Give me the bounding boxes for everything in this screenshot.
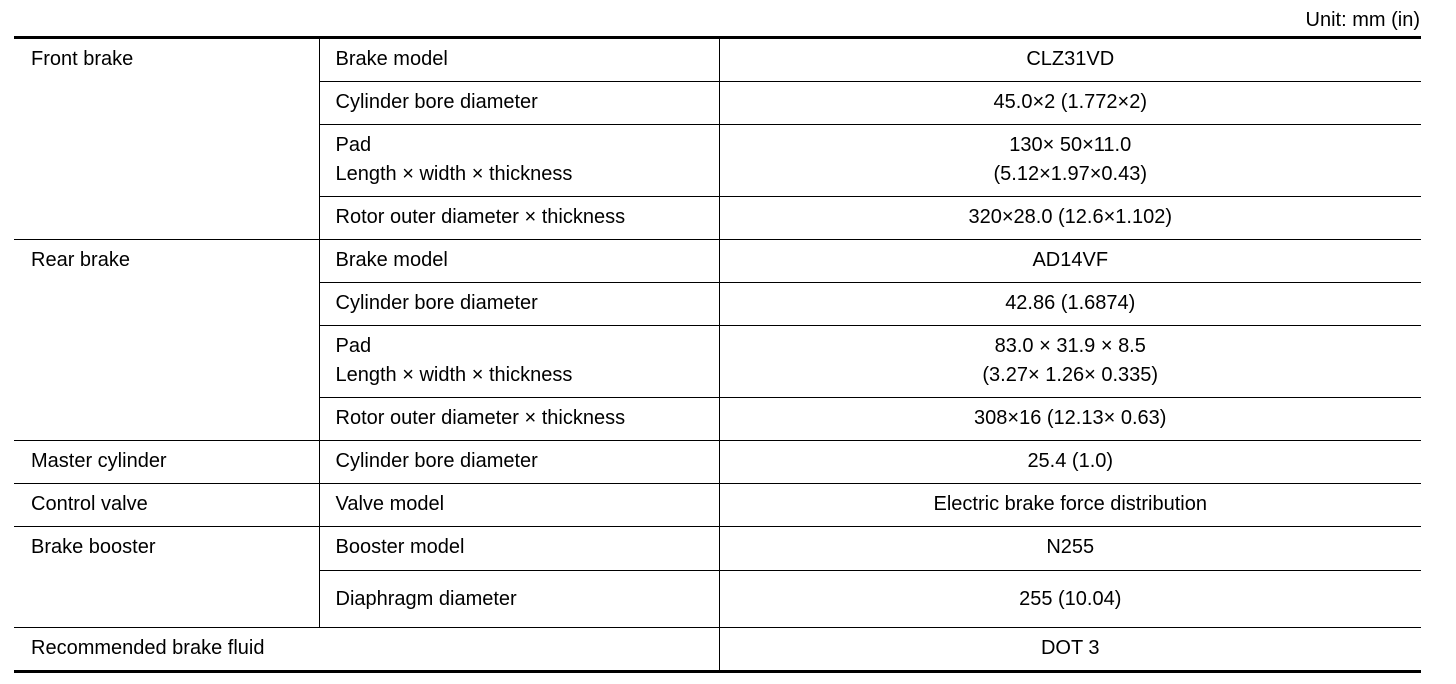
item-label: Cylinder bore diameter — [319, 441, 719, 484]
item-label: Brake model — [319, 240, 719, 283]
item-value: 42.86 (1.6874) — [719, 283, 1421, 326]
item-value — [719, 125, 1421, 197]
item-label: Rotor outer diameter × thickness — [319, 398, 719, 441]
label-line: Length × width × thickness — [335, 163, 573, 185]
item-value: CLZ31VD — [719, 38, 1421, 82]
item-value: Electric brake force distribution — [719, 484, 1421, 527]
group-front-brake: Front brake — [14, 38, 319, 240]
brake-spec-table — [14, 36, 1421, 673]
item-label — [319, 326, 719, 398]
item-label: Valve model — [319, 484, 719, 527]
brake-fluid-label: Recommended brake fluid — [14, 628, 719, 672]
group-master-cylinder: Master cylinder — [14, 441, 319, 484]
label-line: Pad — [335, 134, 372, 156]
value-line: (5.12×1.97×0.43) — [993, 163, 1147, 185]
value-line: 130× 50×11.0 — [1009, 134, 1132, 156]
value-line: (3.27× 1.26× 0.335) — [982, 364, 1159, 386]
group-brake-booster: Brake booster — [14, 527, 319, 628]
table-row — [14, 628, 1421, 672]
item-label: Cylinder bore diameter — [319, 82, 719, 125]
table-row — [14, 38, 1421, 82]
item-value: 320×28.0 (12.6×1.102) — [719, 197, 1421, 240]
value-line: 83.0 × 31.9 × 8.5 — [994, 335, 1146, 357]
table-row — [14, 441, 1421, 484]
item-label — [319, 125, 719, 197]
item-label: Rotor outer diameter × thickness — [319, 197, 719, 240]
unit-note: Unit: mm (in) — [1305, 9, 1420, 31]
item-value: 255 (10.04) — [719, 571, 1421, 628]
label-line: Pad — [335, 335, 372, 357]
item-label: Brake model — [319, 38, 719, 82]
item-value: N255 — [719, 527, 1421, 571]
group-control-valve: Control valve — [14, 484, 319, 527]
label-line: Length × width × thickness — [335, 364, 573, 386]
table-row — [14, 240, 1421, 283]
item-label: Booster model — [319, 527, 719, 571]
item-value: 25.4 (1.0) — [719, 441, 1421, 484]
item-label: Diaphragm diameter — [319, 571, 719, 628]
brake-fluid-value: DOT 3 — [719, 628, 1421, 672]
item-value — [719, 326, 1421, 398]
item-value: 45.0×2 (1.772×2) — [719, 82, 1421, 125]
item-value: 308×16 (12.13× 0.63) — [719, 398, 1421, 441]
group-rear-brake: Rear brake — [14, 240, 319, 441]
table-row — [14, 527, 1421, 571]
item-value: AD14VF — [719, 240, 1421, 283]
table-row — [14, 484, 1421, 527]
item-label: Cylinder bore diameter — [319, 283, 719, 326]
